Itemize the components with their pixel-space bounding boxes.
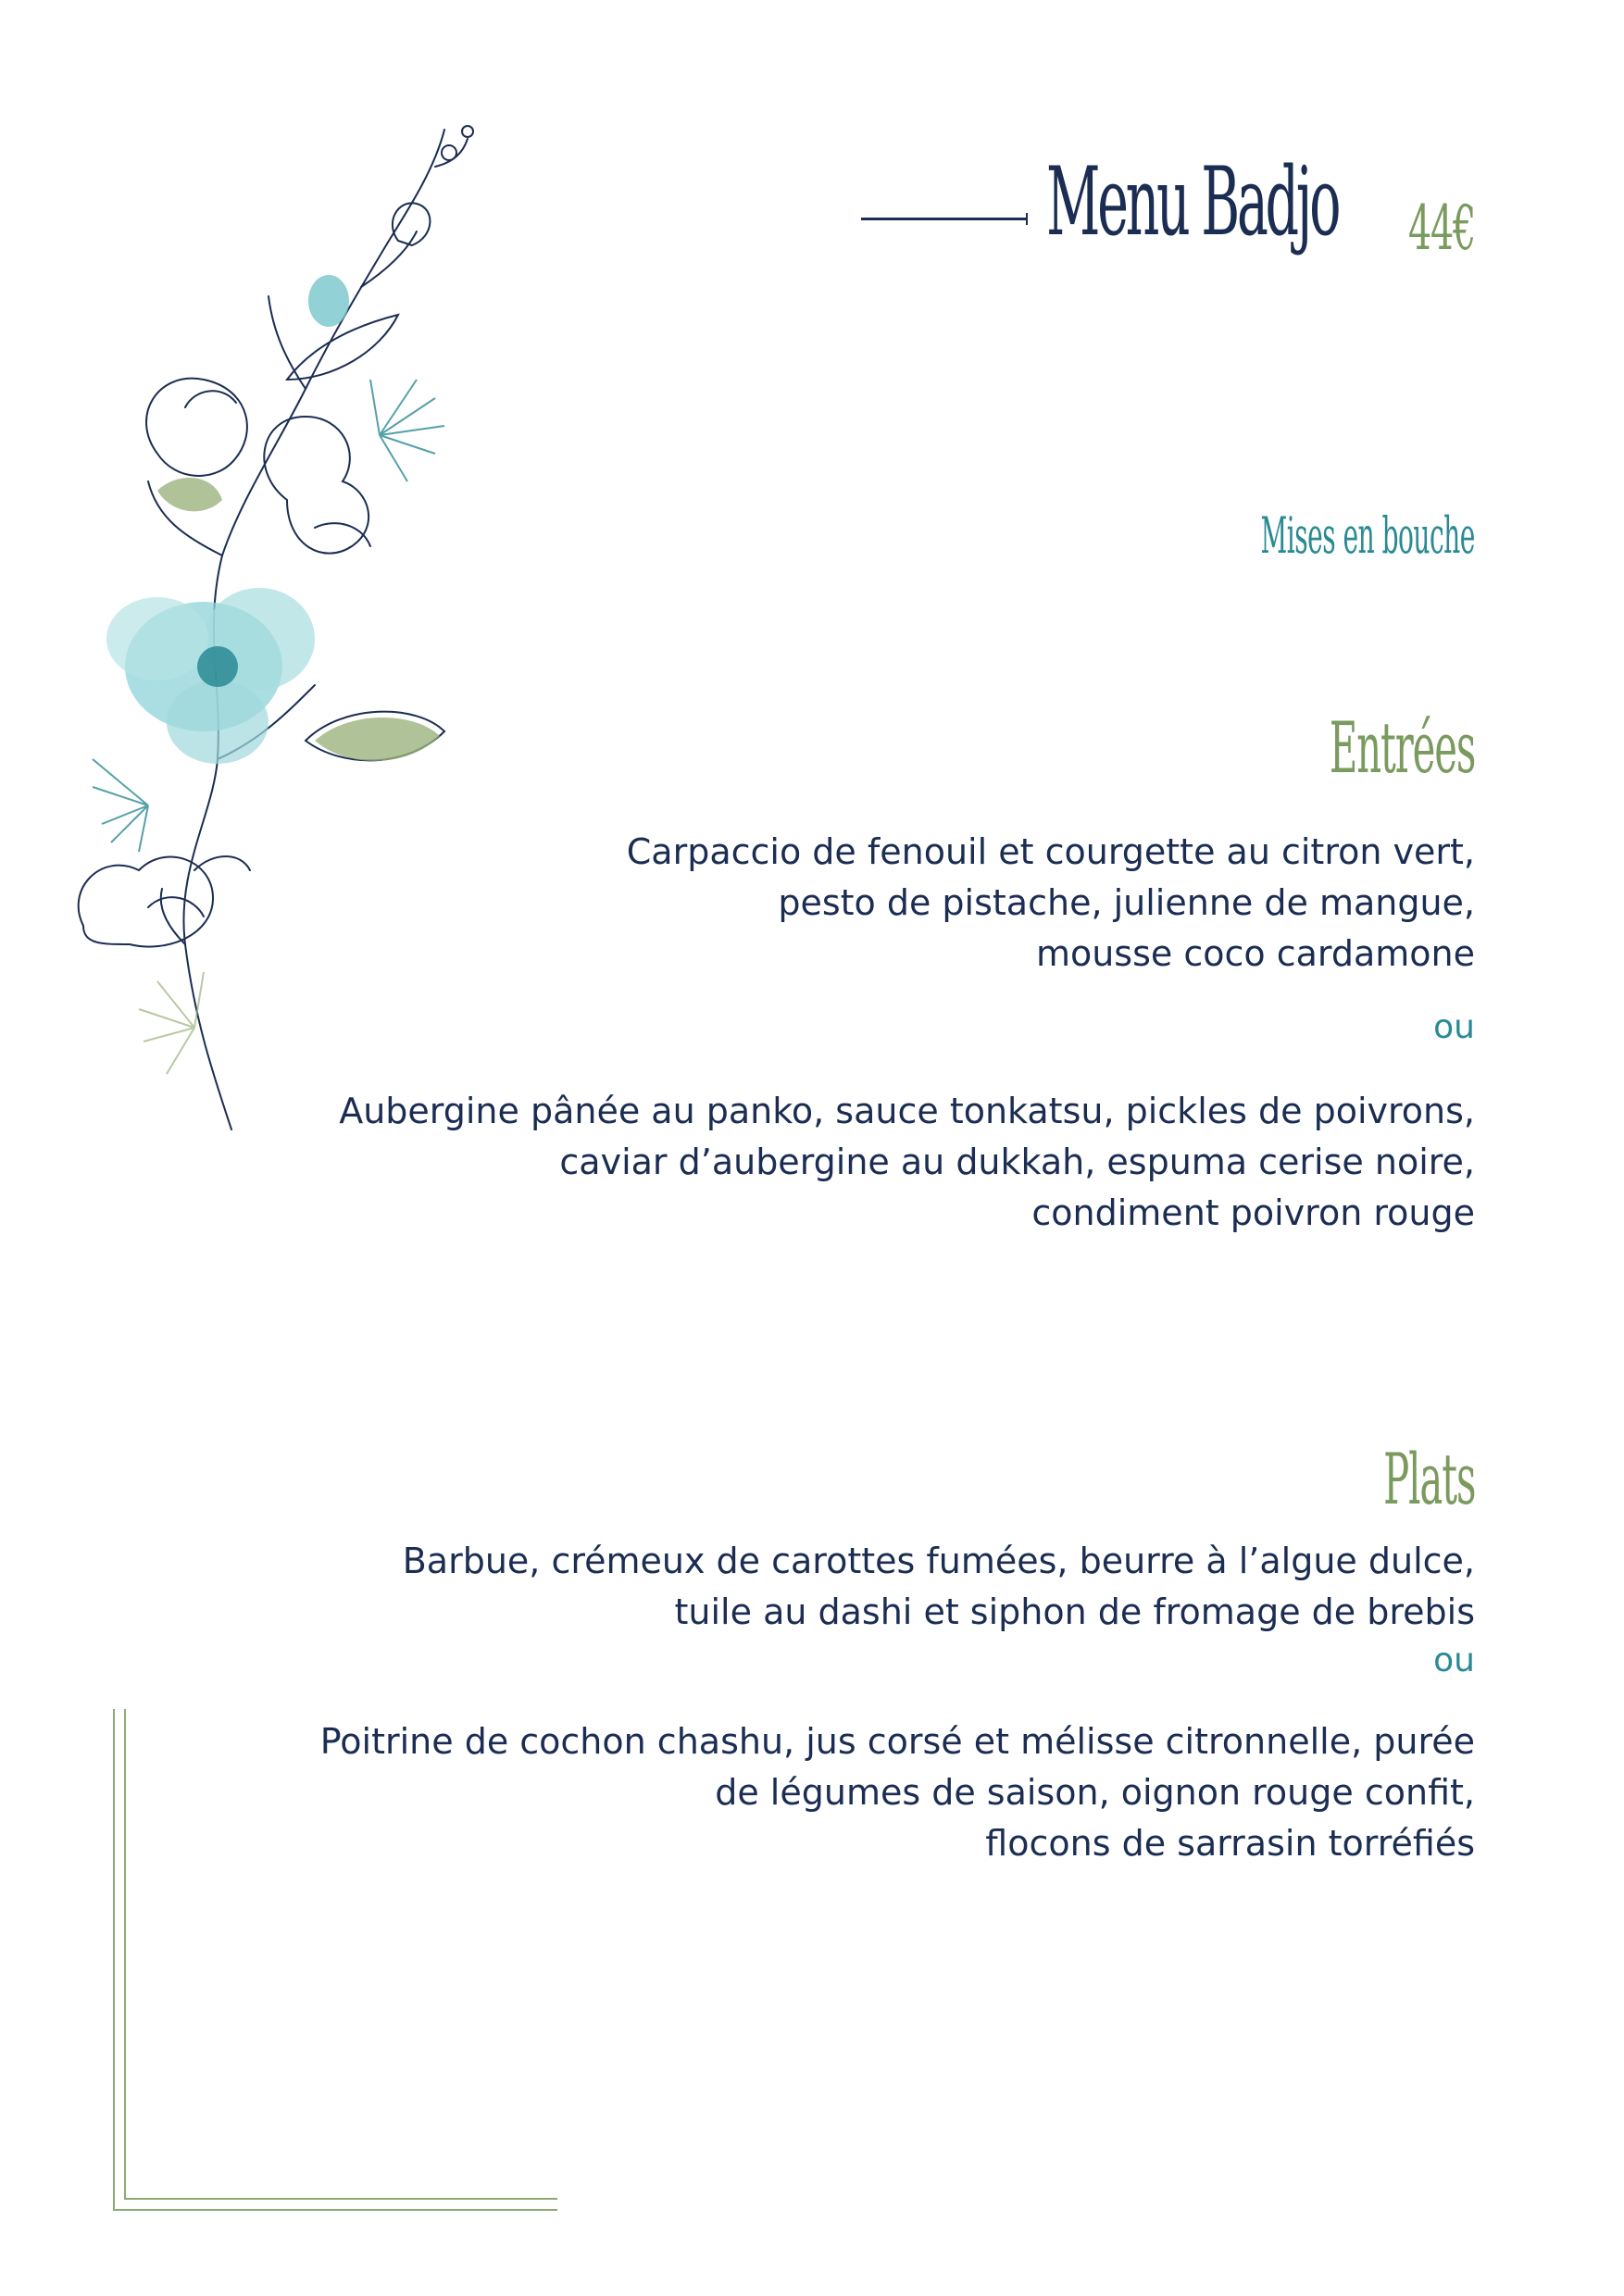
dish-line: pesto de pistache, julienne de mangue, xyxy=(778,882,1475,923)
menu-title: Menu Badjo xyxy=(1046,147,1339,257)
dish-line: flocons de sarrasin torréfiés xyxy=(985,1823,1475,1864)
section-heading-mises: Mises en bouche xyxy=(1260,506,1475,565)
entree-dish-1 xyxy=(627,827,1475,980)
corner-frame-line-inner-vertical xyxy=(124,1709,126,2200)
floral-branch-illustration xyxy=(56,111,481,1148)
corner-frame-line-inner-horizontal xyxy=(124,2198,557,2200)
plat-dish-1 xyxy=(403,1536,1475,1638)
dish-line: Aubergine pânée au panko, sauce tonkatsu, pickles de poivrons, xyxy=(339,1091,1475,1131)
dish-line: Barbue, crémeux de carottes fumées, beurre à l’algue dulce, xyxy=(402,1541,1475,1581)
corner-frame-line-outer-vertical xyxy=(113,1709,115,2211)
entree-dish-2 xyxy=(339,1086,1475,1239)
menu-price: 44€ xyxy=(1408,193,1475,264)
dish-line: mousse coco cardamone xyxy=(1035,933,1475,974)
dish-line: caviar d’aubergine au dukkah, espuma cerise noire, xyxy=(559,1142,1475,1182)
dish-line: tuile au dashi et siphon de fromage de brebis xyxy=(674,1591,1475,1632)
entree-separator: ou xyxy=(1433,1008,1475,1046)
corner-frame-line-outer-horizontal xyxy=(113,2209,557,2211)
section-heading-plats: Plats xyxy=(1382,1438,1475,1520)
dish-line: condiment poivron rouge xyxy=(1031,1192,1475,1233)
plat-separator: ou xyxy=(1433,1641,1475,1679)
dish-line: Poitrine de cochon chashu, jus corsé et mélisse citronnelle, purée xyxy=(319,1721,1475,1762)
plat-dish-2 xyxy=(320,1716,1475,1869)
dish-line: Carpaccio de fenouil et courgette au citron vert, xyxy=(626,831,1475,872)
dish-line: de légumes de saison, oignon rouge confit, xyxy=(715,1772,1475,1813)
title-rule xyxy=(861,218,1028,220)
section-heading-entrees: Entrées xyxy=(1329,706,1475,789)
